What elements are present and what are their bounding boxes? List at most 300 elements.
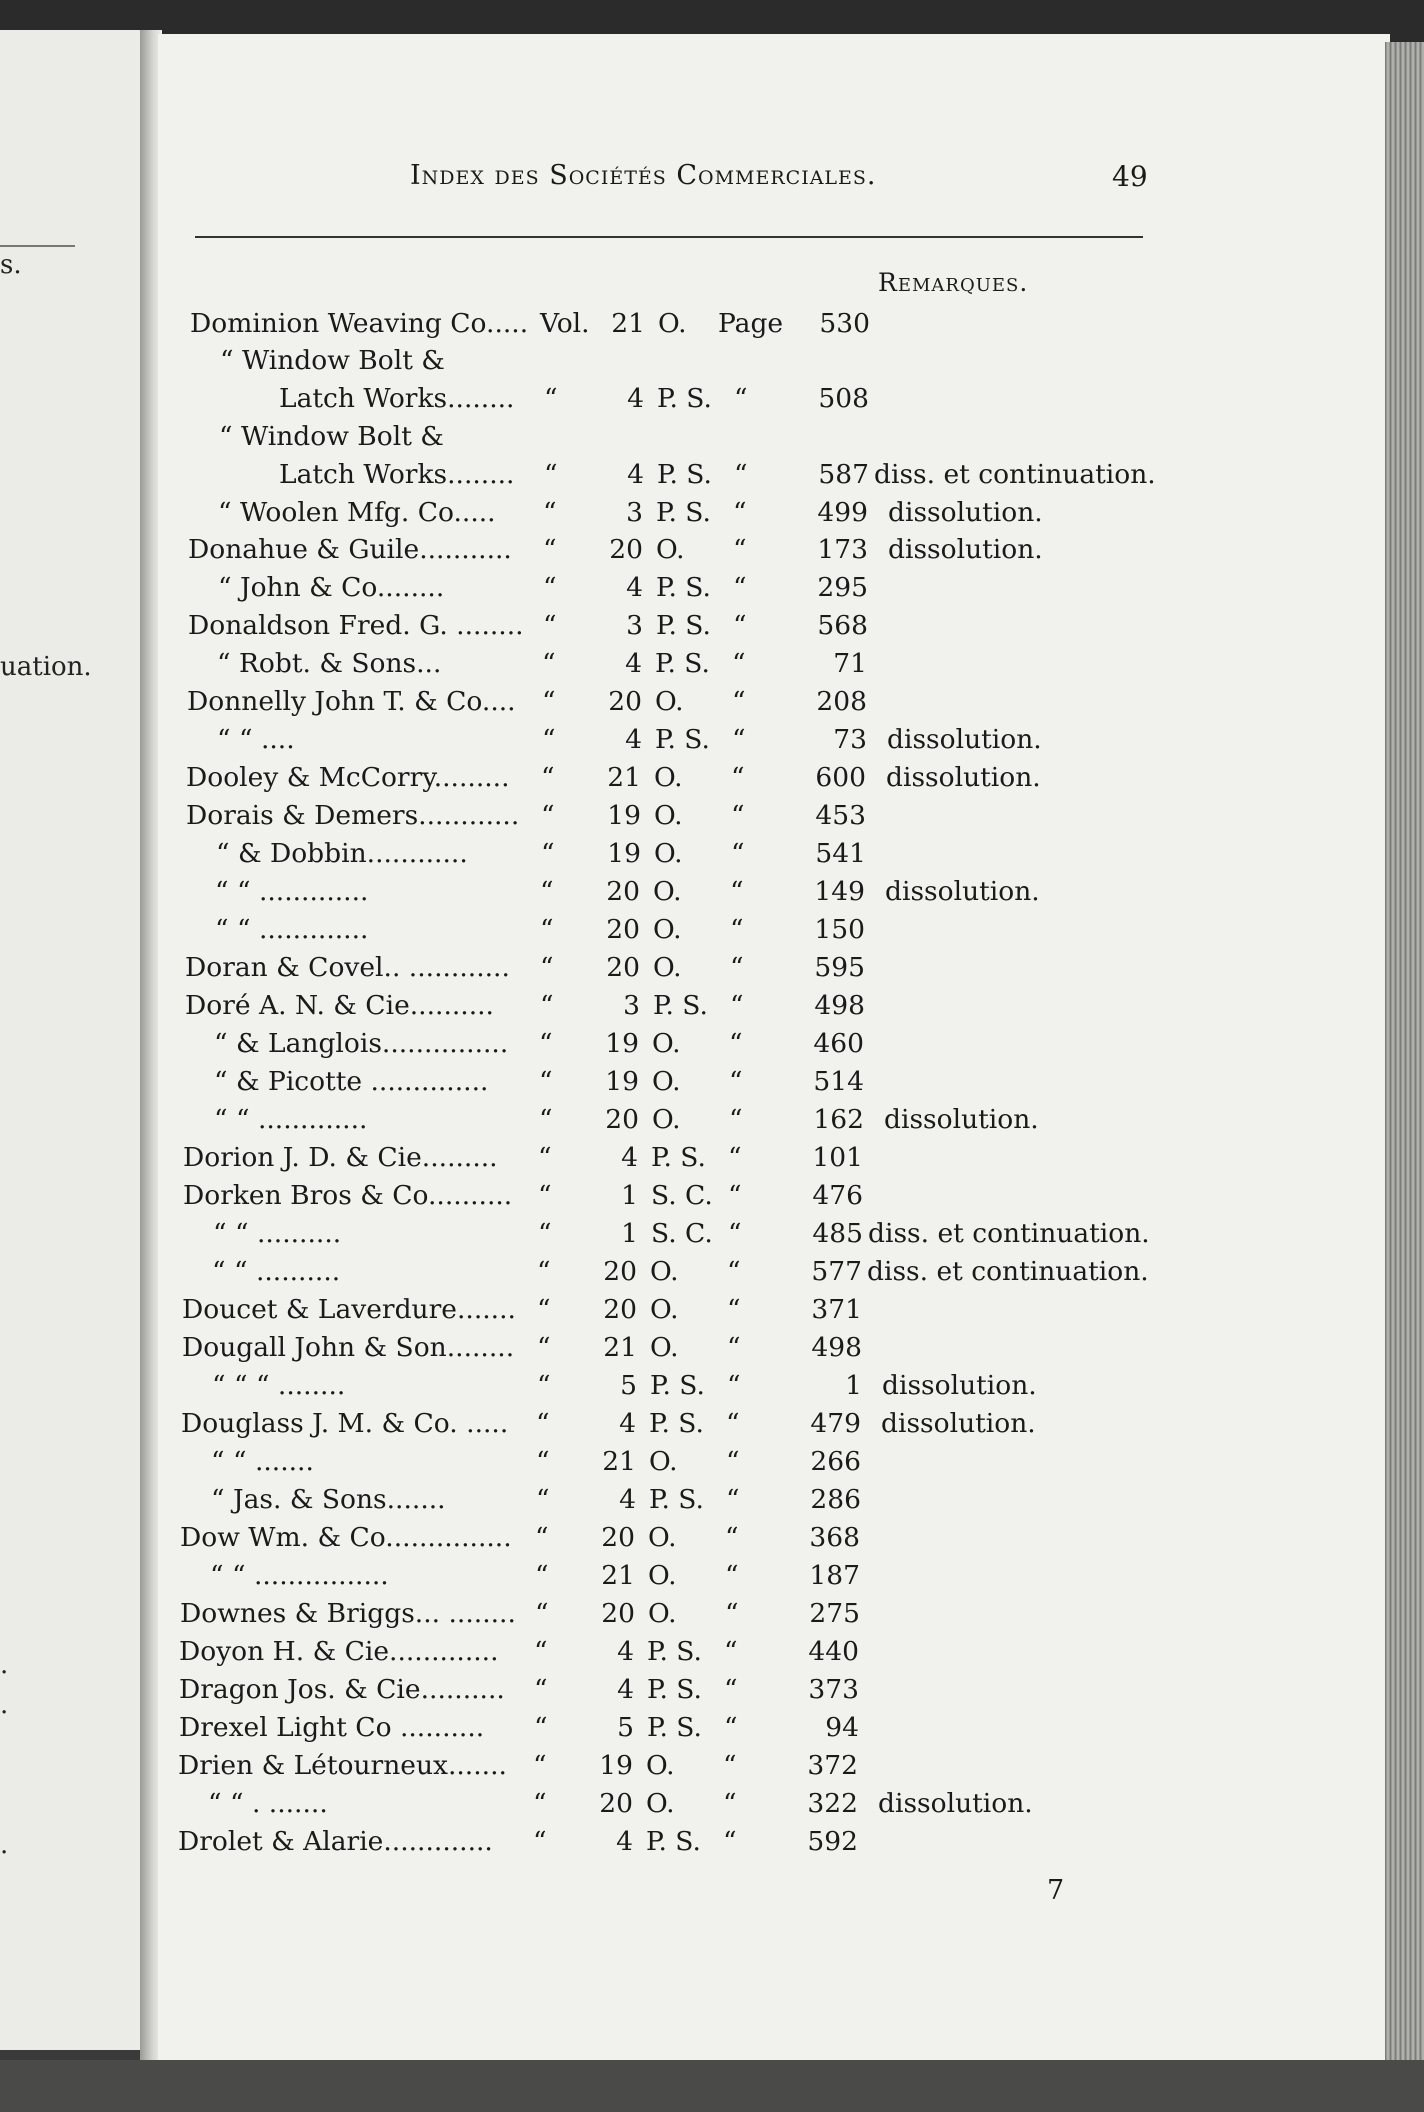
volume-label: “	[540, 990, 554, 1021]
volume-label: “	[543, 497, 557, 528]
volume-label: “	[537, 1370, 551, 1401]
entry-name: “ “ ..........	[213, 1218, 342, 1249]
series: O.	[658, 308, 687, 339]
volume-number: 21	[602, 1446, 636, 1477]
folio-signature: 7	[1047, 1875, 1065, 1906]
index-entry	[182, 1294, 1162, 1330]
series: O.	[650, 1294, 679, 1325]
index-entry	[182, 1256, 1162, 1292]
page-number: 595	[814, 952, 865, 983]
page-label: “	[732, 686, 746, 717]
series: P. S.	[653, 990, 708, 1021]
volume-number: 21	[607, 762, 641, 793]
page-number: 266	[810, 1446, 861, 1477]
volume-number: 20	[609, 534, 643, 565]
series: P. S.	[656, 497, 711, 528]
page-label: “	[729, 1066, 743, 1097]
page-number: 499	[817, 497, 868, 528]
page-label: “	[729, 1028, 743, 1059]
series: P. S.	[649, 1408, 704, 1439]
index-entry	[182, 1370, 1162, 1406]
index-entry	[188, 610, 1168, 646]
volume-number: 1	[621, 1218, 638, 1249]
series: O.	[648, 1560, 677, 1591]
index-entry	[186, 762, 1166, 798]
page-label: “	[724, 1674, 738, 1705]
entry-name: Dominion Weaving Co.....	[190, 308, 529, 339]
index-entry	[188, 572, 1168, 608]
page-number: 286	[810, 1484, 861, 1515]
volume-label: “	[534, 1636, 548, 1667]
page-label: “	[731, 762, 745, 793]
entry-name: “ “ .............	[214, 1104, 368, 1135]
series: P. S.	[650, 1370, 705, 1401]
page-number: 568	[817, 610, 868, 641]
page-label: Page	[718, 308, 784, 339]
page-label: “	[730, 876, 744, 907]
volume-number: 19	[607, 800, 641, 831]
index-entry	[179, 1674, 1159, 1710]
page-label: “	[728, 1180, 742, 1211]
page-number: 372	[807, 1750, 858, 1781]
index-entry	[186, 838, 1166, 874]
entry-name: Dragon Jos. & Cie..........	[179, 1674, 505, 1705]
page-label: “	[730, 990, 744, 1021]
index-entry	[181, 1408, 1161, 1444]
series: O.	[648, 1522, 677, 1553]
volume-label: “	[535, 1522, 549, 1553]
volume-label: “	[536, 1484, 550, 1515]
page-label: “	[732, 724, 746, 755]
volume-label: “	[537, 1256, 551, 1287]
volume-label: “	[538, 1218, 552, 1249]
page-number: 460	[813, 1028, 864, 1059]
series: P. S.	[651, 1142, 706, 1173]
volume-number: 3	[626, 497, 643, 528]
volume-label: “	[540, 914, 554, 945]
page-label: “	[726, 1484, 740, 1515]
remark: dissolution.	[878, 1788, 1033, 1819]
index-entry	[182, 1332, 1162, 1368]
volume-number: 20	[601, 1522, 635, 1553]
page-number: 71	[833, 648, 867, 679]
series: O.	[654, 838, 683, 869]
page-label: “	[725, 1598, 739, 1629]
entry-name: “ Window Bolt &	[220, 345, 445, 376]
series: O.	[654, 800, 683, 831]
page-number: 1	[845, 1370, 862, 1401]
facing-page-fragment: .	[0, 1690, 9, 1720]
remark: dissolution.	[887, 724, 1042, 755]
volume-label: “	[534, 1674, 548, 1705]
series: O.	[650, 1332, 679, 1363]
index-entry	[180, 1560, 1160, 1596]
volume-number: 4	[619, 1484, 636, 1515]
series: P. S.	[657, 459, 712, 490]
series: O.	[646, 1788, 675, 1819]
volume-number: 4	[625, 724, 642, 755]
page-label: “	[727, 1370, 741, 1401]
entry-name: Dorion J. D. & Cie.........	[183, 1142, 498, 1173]
entry-name: Drexel Light Co ..........	[179, 1712, 485, 1743]
index-entry	[179, 1712, 1159, 1748]
page-label: “	[727, 1294, 741, 1325]
running-head: Index des Sociétés Commerciales.	[410, 160, 877, 191]
volume-number: 20	[603, 1256, 637, 1287]
remark: dissolution.	[886, 762, 1041, 793]
entry-name: Doucet & Laverdure.......	[182, 1294, 516, 1325]
index-entry	[183, 1218, 1163, 1254]
volume-number: 20	[603, 1294, 637, 1325]
volume-number: 4	[625, 648, 642, 679]
page-label: “	[730, 952, 744, 983]
volume-label: “	[539, 1066, 553, 1097]
series: P. S.	[656, 610, 711, 641]
page-number: 322	[807, 1788, 858, 1819]
series: O.	[653, 952, 682, 983]
index-entry	[184, 1104, 1164, 1140]
entry-name: “ Woolen Mfg. Co.....	[218, 497, 496, 528]
page-label: “	[733, 534, 747, 565]
page-number: 208	[816, 686, 867, 717]
page-number: 187	[809, 1560, 860, 1591]
volume-label: “	[534, 1712, 548, 1743]
series: P. S.	[647, 1712, 702, 1743]
volume-label: “	[536, 1408, 550, 1439]
series: O.	[653, 914, 682, 945]
series: S. C.	[651, 1180, 713, 1211]
remark: dissolution.	[885, 876, 1040, 907]
series: O.	[654, 762, 683, 793]
entry-name: Donaldson Fred. G. ........	[188, 610, 524, 641]
series: S. C.	[651, 1218, 713, 1249]
series: O.	[648, 1598, 677, 1629]
series: O.	[656, 534, 685, 565]
remark: dissolution.	[882, 1370, 1037, 1401]
volume-label: “	[533, 1750, 547, 1781]
series: O.	[652, 1104, 681, 1135]
index-entry	[178, 1750, 1158, 1786]
page-number: 49	[1112, 160, 1148, 193]
volume-number: 3	[626, 610, 643, 641]
header-rule	[195, 236, 1143, 238]
volume-number: 1	[621, 1180, 638, 1211]
volume-label: “	[543, 610, 557, 641]
volume-label: “	[533, 1788, 547, 1819]
index-entry	[181, 1446, 1161, 1482]
page-number: 577	[811, 1256, 862, 1287]
series: O.	[649, 1446, 678, 1477]
index-entry	[189, 459, 1169, 495]
page-number: 150	[814, 914, 865, 945]
index-entry	[185, 990, 1165, 1026]
index-entry	[184, 1066, 1164, 1102]
page-label: “	[724, 1636, 738, 1667]
page-number: 440	[808, 1636, 859, 1667]
entry-name: Doyon H. & Cie.............	[179, 1636, 499, 1667]
index-entry	[181, 1484, 1161, 1520]
page-number: 453	[815, 800, 866, 831]
entry-name: “ “ .............	[215, 876, 369, 907]
page-label: “	[729, 1104, 743, 1135]
page-number: 541	[815, 838, 866, 869]
index-entry	[190, 345, 1170, 381]
series: P. S.	[649, 1484, 704, 1515]
entry-name: “ & Langlois...............	[214, 1028, 509, 1059]
entry-name: Douglass J. M. & Co. .....	[181, 1408, 509, 1439]
volume-label: “	[541, 762, 555, 793]
entry-name: Dorais & Demers............	[186, 800, 520, 831]
scan-bottom	[0, 2060, 1424, 2112]
index-entry	[190, 308, 1170, 344]
page-number: 479	[810, 1408, 861, 1439]
page-number: 592	[807, 1826, 858, 1857]
volume-number: 4	[621, 1142, 638, 1173]
volume-label: “	[538, 1180, 552, 1211]
volume-number: 4	[617, 1636, 634, 1667]
volume-number: 20	[601, 1598, 635, 1629]
remark: diss. et continuation.	[874, 459, 1156, 490]
entry-name: “ “ ..........	[212, 1256, 341, 1287]
series: O.	[652, 1028, 681, 1059]
entry-name: “ Robt. & Sons...	[217, 648, 442, 679]
page-number: 94	[825, 1712, 859, 1743]
page-label: “	[726, 1446, 740, 1477]
volume-label: “	[542, 648, 556, 679]
index-entry	[183, 1142, 1163, 1178]
index-entry	[178, 1788, 1158, 1824]
volume-label: “	[540, 952, 554, 983]
entry-name: Doré A. N. & Cie..........	[185, 990, 494, 1021]
page-label: “	[734, 459, 748, 490]
page-label: “	[727, 1332, 741, 1363]
page-label: “	[731, 800, 745, 831]
volume-label: “	[544, 459, 558, 490]
index-entry	[187, 724, 1167, 760]
entry-name: “ & Dobbin............	[216, 838, 468, 869]
volume-number: 4	[627, 383, 644, 414]
facing-page-fragment: .	[0, 1830, 9, 1860]
page-number: 498	[811, 1332, 862, 1363]
remark: dissolution.	[881, 1408, 1036, 1439]
page-label: “	[728, 1218, 742, 1249]
volume-number: 21	[611, 308, 645, 339]
page-label: “	[724, 1712, 738, 1743]
volume-number: 19	[599, 1750, 633, 1781]
volume-label: “	[535, 1560, 549, 1591]
series: O.	[655, 686, 684, 717]
series: P. S.	[647, 1636, 702, 1667]
remark: dissolution.	[884, 1104, 1039, 1135]
index-entry	[184, 1028, 1164, 1064]
page-number: 275	[809, 1598, 860, 1629]
index-entry	[180, 1522, 1160, 1558]
page-label: “	[733, 610, 747, 641]
page-label: “	[723, 1788, 737, 1819]
index-entry	[189, 421, 1169, 457]
index-entry	[188, 497, 1168, 533]
series: P. S.	[656, 572, 711, 603]
volume-number: 20	[605, 1104, 639, 1135]
page-number: 514	[813, 1066, 864, 1097]
entry-name: “ “ .......	[211, 1446, 314, 1477]
entry-name: “ Window Bolt &	[219, 421, 444, 452]
volume-number: 20	[606, 876, 640, 907]
entry-name: “ “ . .......	[208, 1788, 328, 1819]
volume-label: “	[537, 1294, 551, 1325]
index-entry	[186, 800, 1166, 836]
series: O.	[650, 1256, 679, 1287]
volume-number: 21	[601, 1560, 635, 1591]
volume-label: Vol.	[540, 308, 590, 339]
page-number: 173	[817, 534, 868, 565]
volume-number: 4	[616, 1826, 633, 1857]
entry-name: Dougall John & Son........	[182, 1332, 515, 1363]
series: O.	[646, 1750, 675, 1781]
volume-number: 19	[607, 838, 641, 869]
volume-number: 20	[599, 1788, 633, 1819]
volume-label: “	[539, 1028, 553, 1059]
index-entry	[179, 1636, 1159, 1672]
index-entry	[180, 1598, 1160, 1634]
remark: diss. et continuation.	[867, 1256, 1149, 1287]
page-number: 587	[818, 459, 869, 490]
page-number: 371	[811, 1294, 862, 1325]
page-edges	[1385, 42, 1424, 2072]
volume-number: 21	[603, 1332, 637, 1363]
volume-label: “	[540, 876, 554, 907]
volume-number: 5	[617, 1712, 634, 1743]
page-label: “	[726, 1408, 740, 1439]
volume-label: “	[542, 686, 556, 717]
index-entry	[178, 1826, 1158, 1862]
page-label: “	[723, 1826, 737, 1857]
volume-label: “	[536, 1446, 550, 1477]
volume-number: 20	[606, 952, 640, 983]
page-number: 101	[812, 1142, 863, 1173]
entry-name: “ & Picotte ..............	[214, 1066, 489, 1097]
entry-name: Dooley & McCorry.........	[186, 762, 510, 793]
series: O.	[652, 1066, 681, 1097]
volume-label: “	[538, 1142, 552, 1173]
page-label: “	[731, 838, 745, 869]
series: P. S.	[657, 383, 712, 414]
page-label: “	[733, 572, 747, 603]
remark: dissolution.	[888, 497, 1043, 528]
series: O.	[653, 876, 682, 907]
volume-number: 19	[605, 1028, 639, 1059]
page-label: “	[727, 1256, 741, 1287]
page-number: 530	[819, 308, 870, 339]
volume-label: “	[541, 800, 555, 831]
facing-page-fragment: uation.	[0, 652, 92, 682]
series: P. S.	[655, 648, 710, 679]
index-entry	[188, 534, 1168, 570]
index-entry	[189, 383, 1169, 419]
page-number: 485	[812, 1218, 863, 1249]
index-entry	[183, 1180, 1163, 1216]
entry-name: “ “ “ ........	[212, 1370, 346, 1401]
volume-number: 4	[626, 572, 643, 603]
page-label: “	[732, 648, 746, 679]
facing-page-edge	[0, 30, 150, 2050]
entry-name: “ “ .............	[215, 914, 369, 945]
entry-name: Donahue & Guile...........	[188, 534, 512, 565]
page-number: 373	[808, 1674, 859, 1705]
page-label: “	[734, 383, 748, 414]
entry-name: “ John & Co........	[218, 572, 445, 603]
page-label: “	[725, 1522, 739, 1553]
page-number: 162	[813, 1104, 864, 1135]
entry-name: Downes & Briggs... ........	[180, 1598, 516, 1629]
page-number: 508	[818, 383, 869, 414]
page-label: “	[730, 914, 744, 945]
page-label: “	[733, 497, 747, 528]
page-label: “	[723, 1750, 737, 1781]
remark: diss. et continuation.	[868, 1218, 1150, 1249]
volume-number: 3	[623, 990, 640, 1021]
volume-label: “	[539, 1104, 553, 1135]
entry-name: Dow Wm. & Co...............	[180, 1522, 512, 1553]
index-entry	[185, 914, 1165, 950]
entry-name: “ “ ................	[210, 1560, 389, 1591]
entry-name: Dorken Bros & Co..........	[183, 1180, 513, 1211]
volume-label: “	[533, 1826, 547, 1857]
volume-label: “	[544, 383, 558, 414]
page-number: 498	[814, 990, 865, 1021]
page-label: “	[728, 1142, 742, 1173]
page-number: 295	[817, 572, 868, 603]
facing-page-fragment: .	[0, 1650, 9, 1680]
series: P. S.	[647, 1674, 702, 1705]
volume-number: 20	[606, 914, 640, 945]
index-entry	[185, 952, 1165, 988]
series: P. S.	[655, 724, 710, 755]
page-number: 73	[833, 724, 867, 755]
entry-name: Doran & Covel.. ............	[185, 952, 510, 983]
volume-label: “	[541, 838, 555, 869]
page-number: 600	[815, 762, 866, 793]
remarks-heading: Remarques.	[878, 268, 1029, 297]
volume-number: 20	[608, 686, 642, 717]
index-entry	[185, 876, 1165, 912]
volume-label: “	[537, 1332, 551, 1363]
volume-number: 4	[617, 1674, 634, 1705]
page-number: 368	[809, 1522, 860, 1553]
volume-number: 4	[619, 1408, 636, 1439]
volume-number: 5	[620, 1370, 637, 1401]
volume-number: 4	[627, 459, 644, 490]
entry-name: Drolet & Alarie.............	[178, 1826, 493, 1857]
volume-label: “	[543, 572, 557, 603]
volume-number: 19	[605, 1066, 639, 1097]
volume-label: “	[535, 1598, 549, 1629]
page-number: 476	[812, 1180, 863, 1211]
entry-name: Latch Works........	[279, 459, 515, 490]
index-entry	[187, 686, 1167, 722]
page-number: 149	[814, 876, 865, 907]
entry-name: Donnelly John T. & Co....	[187, 686, 516, 717]
volume-label: “	[543, 534, 557, 565]
entry-name: Drien & Létourneux.......	[178, 1750, 507, 1781]
entry-name: “ Jas. & Sons.......	[211, 1484, 446, 1515]
facing-page-rule	[0, 245, 75, 247]
entry-name: Latch Works........	[279, 383, 515, 414]
page-label: “	[725, 1560, 739, 1591]
remark: dissolution.	[888, 534, 1043, 565]
facing-page-fragment: s.	[0, 250, 22, 280]
series: P. S.	[646, 1826, 701, 1857]
